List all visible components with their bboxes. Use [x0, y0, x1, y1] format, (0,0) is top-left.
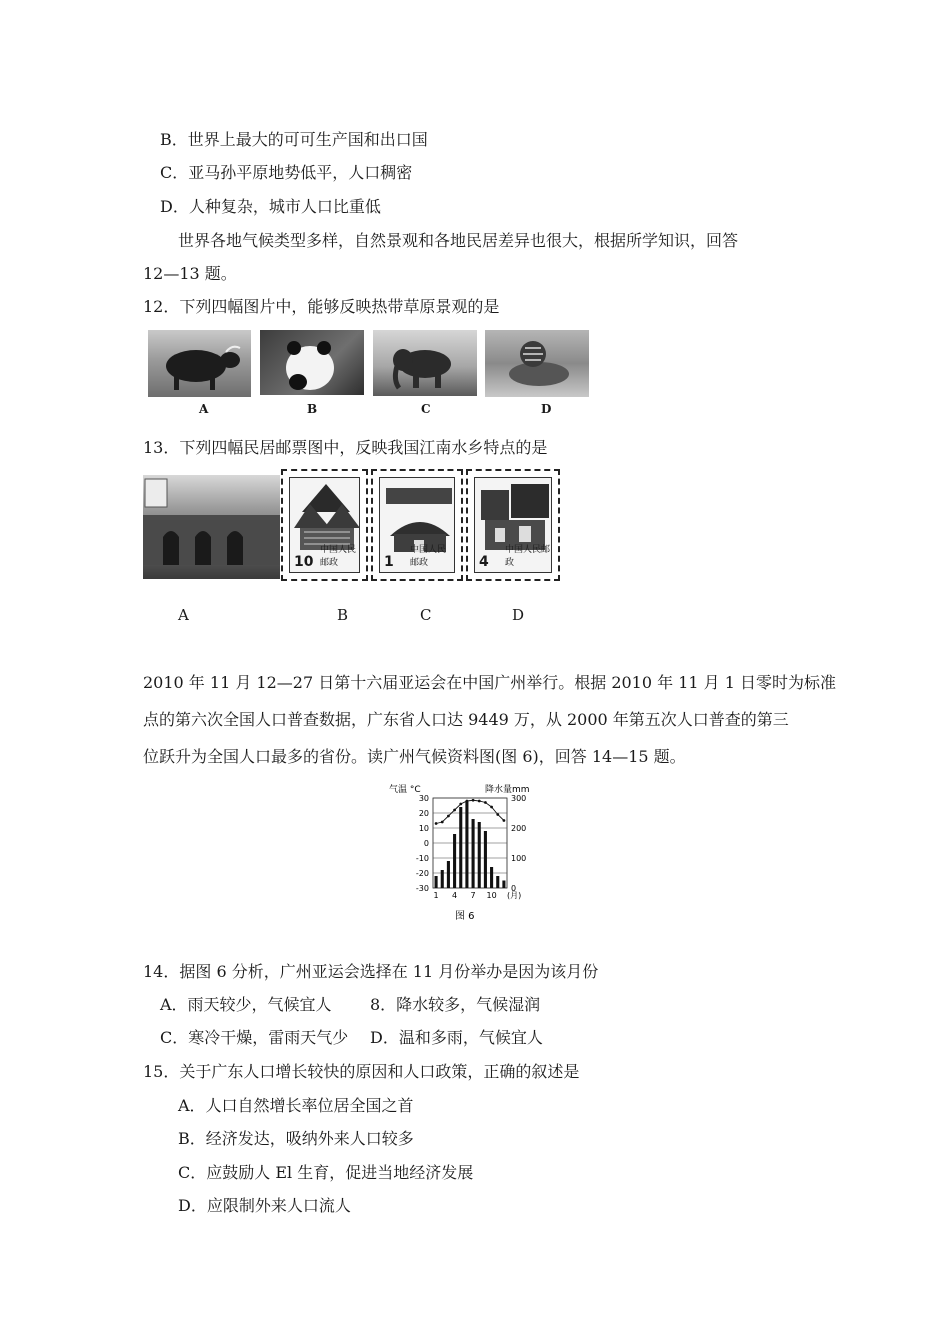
q12-photo-a-yak: [148, 330, 251, 397]
chart-left-title: 气温 °C: [389, 785, 421, 795]
temperature-point: [484, 801, 487, 804]
q13-stamp-c-post: 中国人民邮政: [410, 545, 447, 568]
q12-label-c: C: [421, 402, 431, 416]
intro-line-2: 12—13 题。: [143, 264, 237, 283]
left-tick-label: 10: [418, 824, 429, 833]
q14-option-b: 8．降水较多，气候湿润: [370, 995, 541, 1014]
q13-stem: 13．下列四幅民居邮票图中，反映我国江南水乡特点的是: [143, 438, 548, 457]
cave-dwelling-icon: [143, 475, 280, 579]
precip-bar: [478, 822, 481, 888]
q12-label-d: D: [541, 402, 552, 416]
q12-label-b: B: [307, 402, 318, 416]
q13-label-c: C: [420, 606, 432, 624]
passage-line-3: 位跃升为全国人口最多的省份。读广州气候资料图(图 6)，回答 14—15 题。: [143, 747, 686, 766]
x-tick-label: 4: [452, 891, 458, 900]
q12-label-a: A: [199, 402, 209, 416]
x-tick-label: 7: [470, 891, 476, 900]
precip-bar: [447, 861, 450, 888]
temperature-point: [478, 800, 481, 803]
q14-option-c: C．寒冷干燥，雷雨天气少: [160, 1028, 349, 1047]
q15-stem: 15．关于广东人口增长较快的原因和人口政策，正确的叙述是: [143, 1062, 580, 1081]
q12-photo-d-tiger: [485, 330, 589, 397]
right-tick-label: 200: [511, 824, 527, 833]
intro-line-1: 世界各地气候类型多样，自然景观和各地民居差异也很大，根据所学知识，回答: [178, 231, 739, 250]
q13-label-a: A: [178, 606, 189, 624]
q15-option-a: A．人口自然增长率位居全国之首: [178, 1096, 414, 1115]
left-tick-label: 30: [418, 794, 429, 803]
q13-stamp-b: [281, 469, 368, 581]
precip-bar: [496, 876, 499, 888]
left-tick-label: -20: [415, 869, 429, 878]
q13-label-b: B: [337, 606, 349, 624]
precip-bar: [484, 831, 487, 888]
left-tick-label: 0: [423, 839, 429, 848]
precip-bar: [459, 807, 462, 888]
q13-stamp-b-value: 10: [294, 554, 314, 570]
elephant-icon: [373, 330, 477, 396]
precip-bar: [453, 834, 456, 888]
precip-bar: [465, 801, 468, 888]
precip-bar: [435, 876, 438, 888]
q13-photo-a-cave-dwelling: [143, 475, 280, 579]
temperature-point: [435, 822, 438, 825]
q13-stamp-c-value: 1: [384, 554, 394, 570]
climate-chart: [385, 782, 535, 924]
left-tick-label: -30: [415, 884, 429, 893]
temperature-point: [503, 819, 506, 822]
q13-stamp-d-post: 中国人民邮政: [505, 545, 551, 568]
q15-option-d: D．应限制外来人口流人: [178, 1196, 351, 1215]
q12-stem: 12．下列四幅图片中，能够反映热带草原景观的是: [143, 297, 500, 316]
q13-label-d: D: [512, 606, 525, 624]
figure-caption: 图 6: [455, 911, 475, 922]
temperature-line: [436, 800, 504, 823]
temperature-point: [466, 800, 469, 803]
q15-option-c: C．应鼓励人 El 生育，促进当地经济发展: [178, 1163, 474, 1182]
precip-bar: [502, 881, 505, 889]
q15-option-b: B．经济发达，吸纳外来人口较多: [178, 1129, 414, 1148]
q12-photo-c-elephant: [373, 330, 477, 396]
q11-option-c: C．亚马孙平原地势低平，人口稠密: [160, 163, 413, 182]
temperature-point: [496, 813, 499, 816]
x-tick-label: 1: [433, 891, 439, 900]
yak-icon: [148, 330, 251, 397]
temperature-point: [453, 809, 456, 812]
passage-line-1: 2010 年 11 月 12—27 日第十六届亚运会在中国广州举行。根据 2010 年 11 月 1 日零时为标准: [143, 673, 837, 692]
left-tick-label: -10: [415, 854, 429, 863]
q11-option-b: B．世界上最大的可可生产国和出口国: [160, 130, 428, 149]
right-tick-label: 0: [511, 884, 517, 893]
passage-line-2: 点的第六次全国人口普查数据，广东省人口达 9449 万，从 2000 年第五次人口普查的第三: [143, 710, 789, 729]
temperature-point: [447, 815, 450, 818]
right-tick-label: 100: [511, 854, 527, 863]
precip-bar: [490, 867, 493, 888]
q14-stem: 14．据图 6 分析，广州亚运会选择在 11 月份举办是因为该月份: [143, 962, 599, 981]
q13-stamp-b-post: 中国人民邮政: [320, 545, 357, 568]
precip-bar: [441, 870, 444, 888]
x-tick-label: 10: [486, 891, 497, 900]
chart-right-title: 降水量mm: [485, 785, 530, 795]
q13-stamp-d-value: 4: [479, 554, 489, 570]
q13-stamp-d: [466, 469, 560, 581]
panda-icon: [260, 330, 364, 395]
chart-month-unit: (月): [507, 891, 522, 900]
temperature-point: [472, 799, 475, 802]
tiger-icon: [485, 330, 589, 397]
right-tick-label: 300: [511, 794, 527, 803]
q13-stamp-c: [371, 469, 463, 581]
left-tick-label: 20: [418, 809, 429, 818]
q14-option-d: D．温和多雨，气候宜人: [370, 1028, 543, 1047]
q12-photo-b-panda: [260, 330, 364, 395]
temperature-point: [490, 806, 493, 809]
temperature-point: [441, 821, 444, 824]
q14-option-a: A．雨天较少，气候宜人: [160, 995, 332, 1014]
precip-bar: [472, 819, 475, 888]
q11-option-d: D．人种复杂，城市人口比重低: [160, 197, 381, 216]
temperature-point: [459, 803, 462, 806]
